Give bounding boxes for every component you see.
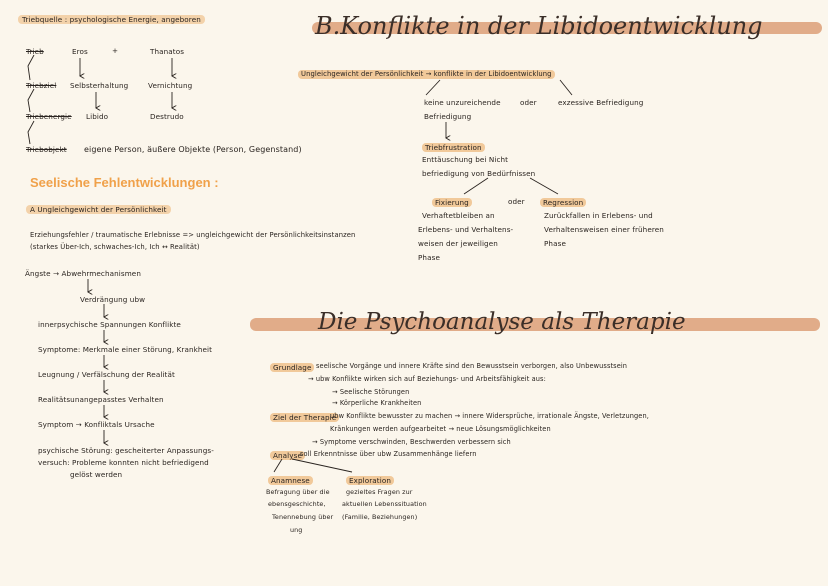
regression-label: Regression	[540, 198, 586, 207]
thanatos-text: Thanatos	[150, 47, 185, 56]
exzessive-text: exzessive Befriedigung	[558, 98, 644, 107]
branch-line-icon	[560, 80, 572, 95]
chain-item: Symptome: Merkmale einer Störung, Krankheit	[38, 345, 213, 354]
chain-item: Realitätsunangepasstes Verhalten	[38, 395, 164, 404]
ziel-label: Ziel der Therapie	[270, 413, 339, 422]
branch-line-icon	[426, 80, 440, 95]
bracket-line-icon	[28, 55, 34, 80]
chain-item: versuch: Probleme konnten nicht befriedigend	[38, 458, 209, 467]
grundlage-label: Grundlage	[270, 363, 314, 372]
exploration-label: Exploration	[346, 476, 394, 485]
plus-sign: +	[112, 46, 119, 55]
anamnese-line: ebensgeschichte,	[268, 500, 326, 508]
erziehung-line1: Erziehungsfehler / traumatische Erlebnisse => ungleichgewicht der Persönlichkeitsinstanzen	[30, 231, 356, 239]
grundlage-text: seelische Vorgänge und innere Kräfte sind den Bewusstsein verborgen, also Unbewusstsein	[316, 362, 628, 370]
chain-item: Ängste → Abwehrmechanismen	[25, 269, 141, 278]
exploration-line: (Familie, Beziehungen)	[342, 513, 418, 521]
libido-text: Libido	[86, 112, 109, 121]
psychoanalyse-title: Die Psychoanalyse als Therapie	[318, 309, 686, 335]
fixierung-line: weisen der jeweiligen	[418, 239, 498, 248]
regression-line: Zurückfallen in Erlebens- und	[544, 211, 653, 220]
triebenergie-label: Triebenergie	[26, 112, 72, 121]
triebquelle-label: Triebquelle : psychologische Energie, angeboren	[18, 15, 205, 24]
anamnese-label: Anamnese	[268, 476, 313, 485]
trieb-label: Trieb	[26, 47, 44, 56]
grundlage-sub: → Körperliche Krankheiten	[332, 399, 422, 407]
analyse-label: Analyse	[270, 451, 305, 460]
branch-line-icon	[530, 178, 558, 194]
chain-item: Leugnung / Verfälschung der Realität	[38, 370, 175, 379]
oder-text: oder	[520, 98, 537, 107]
anamnese-line: ung	[290, 526, 303, 534]
triebobjekt-text: eigene Person, äußere Objekte (Person, Gegenstand)	[84, 145, 302, 154]
seelische-heading: Seelische Fehlentwicklungen :	[30, 175, 219, 190]
branch-line-icon	[274, 459, 282, 472]
fixierung-line: Erlebens- und Verhaltens-	[418, 225, 514, 234]
eros-text: Eros	[72, 47, 88, 56]
keine-line1: keine unzureichende	[424, 98, 501, 107]
ziel-text: ubw Konflikte bewusster zu machen → innere Widersprüche, irrationale Ängste, Verletzungen,	[330, 412, 649, 420]
chain-item: Symptom → Konfliktals Ursache	[38, 420, 155, 429]
destrudo-text: Destrudo	[150, 112, 184, 121]
grundlage-sub: → Seelische Störungen	[332, 388, 410, 396]
grundlage-sub: → ubw Konflikte wirken sich auf Beziehungs- und Arbeitsfähigkeit aus:	[308, 375, 546, 383]
ziel-sub: Kränkungen werden aufgearbeitet → neue Lösungsmöglichkeiten	[330, 425, 551, 433]
analyse-text: soll Erkenntnisse über ubw Zusammenhänge liefern	[300, 450, 477, 458]
regression-line: Verhaltensweisen einer früheren	[544, 225, 664, 234]
chain-item: gelöst werden	[70, 470, 123, 479]
ungleichgewicht-label: A Ungleichgewicht der Persönlichkeit	[26, 205, 171, 214]
anamnese-line: Tenennebung über	[272, 513, 334, 521]
chain-item: innerpsychische Spannungen Konflikte	[38, 320, 181, 329]
exploration-line: gezieltes Fragen zur	[346, 488, 413, 496]
konflikte-title: B.Konflikte in der Libidoentwicklung	[315, 12, 763, 40]
enttaeuschung-line1: Enttäuschung bei Nicht	[422, 155, 509, 164]
erziehung-line2: (starkes Über-Ich, schwaches-Ich, Ich ↔ Realität)	[30, 243, 200, 251]
fixierung-label: Fixierung	[432, 198, 472, 207]
vernichtung-text: Vernichtung	[148, 81, 193, 90]
enttaeuschung-line2: befriedigung von Bedürfnissen	[422, 169, 536, 178]
selbsterhaltung-text: Selbsterhaltung	[70, 81, 129, 90]
triebziel-label: Triebziel	[26, 81, 57, 90]
branch-line-icon	[292, 459, 352, 472]
fixierung-line: Phase	[418, 253, 440, 262]
keine-line2: Befriedigung	[424, 112, 472, 121]
chain-item: Verdrängung ubw	[80, 295, 146, 304]
branch-line-icon	[464, 178, 488, 194]
fixierung-line: Verhaftetbleiben an	[422, 211, 495, 220]
ziel-sub: → Symptome verschwinden, Beschwerden verbessern sich	[312, 438, 511, 446]
ungleichgewicht-konflikte: Ungleichgewicht der Persönlichkeit → konflikte in der Libidoentwicklung	[298, 70, 555, 79]
oder2-text: oder	[508, 197, 525, 206]
regression-line: Phase	[544, 239, 566, 248]
triebfrustration-label: Triebfrustration	[422, 143, 485, 152]
exploration-line: aktuellen Lebenssituation	[342, 500, 427, 508]
triebobjekt-label: Triebobjekt	[26, 145, 67, 154]
anamnese-line: Befragung über die	[266, 488, 330, 496]
chain-item: psychische Störung: gescheiterter Anpassungs-	[38, 446, 214, 455]
bracket-line-icon	[28, 121, 34, 144]
bracket-line-icon	[28, 89, 34, 112]
